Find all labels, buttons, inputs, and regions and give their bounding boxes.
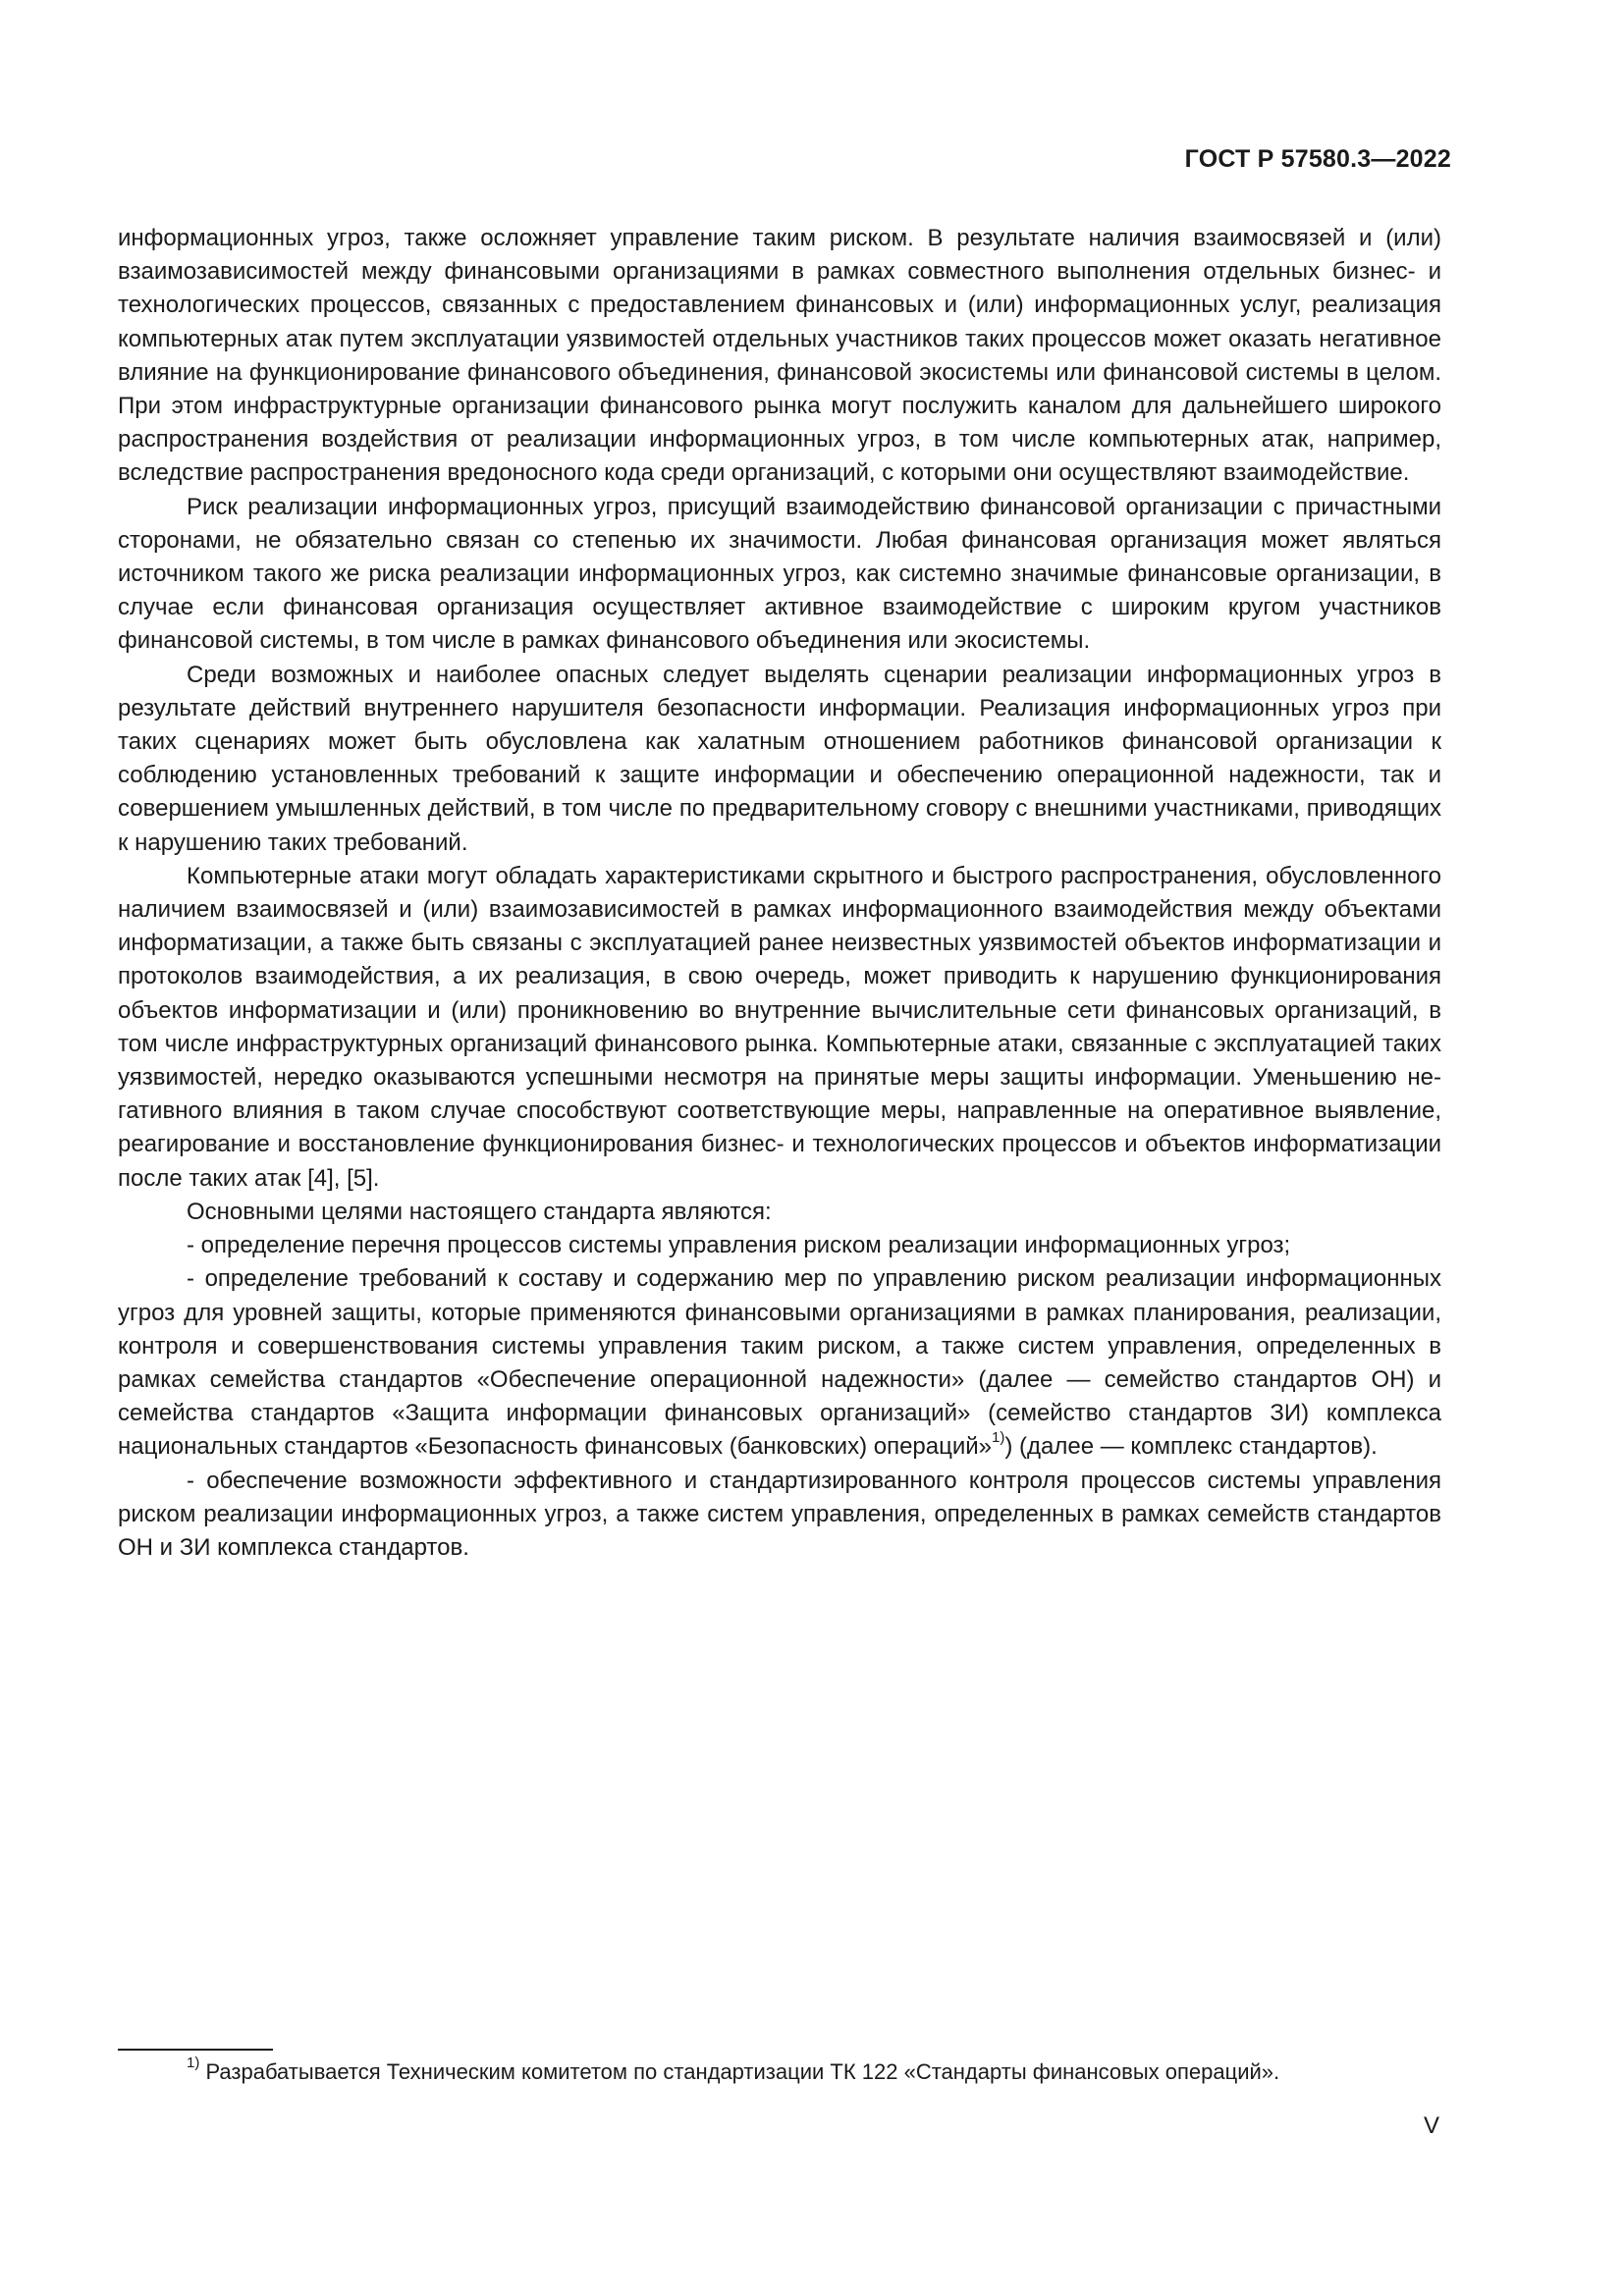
goal-item-2-tail: ) (далее — комплекс стандартов). bbox=[1004, 1433, 1378, 1461]
paragraph-2: Риск реализации информационных угроз, присущий взаимодействию финансовой организации с причастными сторонами, не обязательно связан со степенью их значимости. Любая финансовая организация может являться источником такого же риска реализации информационных угроз, как системно значимые финансовые организации, в случае если финансовая организация осуществляет активное взаимодействие с широким кругом участников финансовой системы, в том числе в рамках финансового объединения или экосистемы. bbox=[118, 493, 1441, 655]
goal-item-2 bbox=[118, 1262, 1441, 1464]
goal-item-1: - определение перечня процессов системы управления риском реализации информационных угроз; bbox=[187, 1232, 1291, 1259]
paragraph-1: информационных угроз, также осложняет управление таким риском. В результате наличия взаимосвязей и (или) взаимозависимостей между финансовыми организациями в рамках совместного выполнения отдельных бизнес- и технологических процессов, связанных с предоставлением финансовых и (или) информационных услуг, реализация компьютерных атак путем эксплуатации уязвимостей отдельных участников таких процессов может оказать негативное влияние на функционирование финансового объединения, финансовой экосистемы или финансовой системы в целом. При этом инфраструктурные организации финансового рынка могут послужить каналом для дальнейшего широкого распространения воздействия от реализации информационных угроз, в том числе компьютерных атак, например, вследствие распространения вредоносного кода среди организаций, с которыми они осуществляют взаимодействие. bbox=[118, 225, 1441, 487]
document-code-header: ГОСТ Р 57580.3—2022 bbox=[1184, 145, 1451, 173]
footnote-marker: 1) bbox=[187, 2054, 200, 2071]
paragraph-3: Среди возможных и наиболее опасных следует выделять сценарии реализации информационных угроз в результате действий внутреннего нарушителя безопасности информации. Реализация информационных угроз при таких сценариях может быть обусловлена как халатным отношением работников финансовой организации к соблюдению установленных требований к защите информации и обеспечению операционной надежности, так и совершением умышленных действий, в том числе по предварительному сговору с внешними участниками, приводящих к нарушению таких требований. bbox=[118, 661, 1441, 856]
goal-item-2-text: - определение требований к составу и содержанию мер по управлению риском реализации информационных угроз для уровней защиты, которые применяются финансовыми организациями в рамках планирования, реализации, контроля и совершенствования системы управления таким риском, а также систем управления, определенных в рамках семейства стандартов «Обеспечение операционной надежности» (далее — семейство стандартов ОН) и семейства стандартов «Защита информации финансовых организаций» (семейство стандартов ЗИ) комплекса национальных стандартов «Безопасность финансовых (банковских) операций» bbox=[118, 1265, 1441, 1461]
goals-intro: Основными целями настоящего стандарта являются: bbox=[187, 1198, 772, 1225]
paragraph-4: Компьютерные атаки могут обладать характеристиками скрытного и быстрого распространения, обусловленного наличием взаимосвязей и (или) взаимозависимостей в рамках информационного взаимодействия между объектами информатизации, а также быть связаны с эксплуатацией ранее неизвестных уязвимостей объектов информатизации и протоколов взаимодействия, а их реализация, в свою очередь, может приводить к нарушению функционирования объектов информатизации и (или) проникновению во внутренние вычислительные сети финансовых организаций, в том числе инфраструктурных организаций финансового рынка. Компьютерные атаки, связанные с эксплуатацией таких уязвимостей, нередко оказываются успешными несмотря на принятые меры защиты информации. Уменьшению негативного влияния в таком случае способствуют соответствующие меры, направленные на оперативное выявление, реагирование и восстановление функционирования бизнес- и технологических процессов и объектов информатизации после таких атак [4], [5]. bbox=[118, 862, 1441, 1192]
footnote-ref: 1) bbox=[992, 1429, 1005, 1447]
footnote bbox=[187, 2054, 1453, 2087]
goal-item-3: - обеспечение возможности эффективного и стандартизированного контроля процессов системы управления риском реализации информационных угроз, а также систем управления, определенных в рамках семейств стандартов ОН и ЗИ комплекса стандартов. bbox=[118, 1467, 1441, 1561]
footnote-separator bbox=[118, 2049, 273, 2051]
footnote-text: Разрабатывается Техническим комитетом по стандартизации ТК 122 «Стандарты финансовых операций». bbox=[205, 2059, 1280, 2084]
page-number: V bbox=[1423, 2112, 1439, 2139]
document-body bbox=[118, 222, 1441, 1565]
